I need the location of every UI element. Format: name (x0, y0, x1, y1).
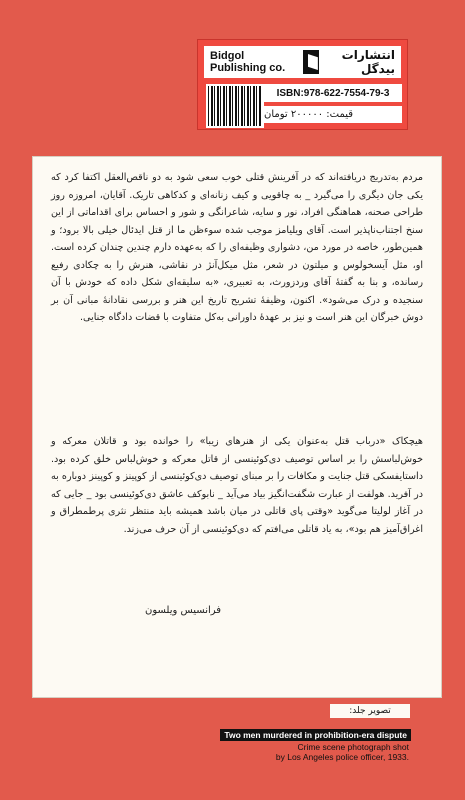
publisher-logo (204, 46, 401, 78)
caption-line-2: Crime scene photograph shot (297, 742, 409, 752)
blurb-paragraph-1: مردم به‌تدریج دریافته‌اند که در آفرینش قتلی خوب سعی شود به دو ناقص‌العقل اکتفا کرد که یکی جان دیگری را می‌گیرد _ به چاقویی و کیف زنانه‌ای و کدکاهی تاریک. آقایان، امروزه روز طراحی صحنه، هماهنگی افراد، نور و سایه، شاعرانگی و شور و احساس برای اقداماتی از این سنخ اجتناب‌ناپذیر است. آقای ویلیامز موجب شده سوءظن ما از قتل ایدئال خیلی بالا برود؛ و همین‌طور، خاصه در مورد من، دشواری وظیفه‌ای را که به‌عهده دارم چندین‌ چندان کرده است. او، مثل آیسخولوس و میلتون در شعر، مثل میکل‌آنژ در نقاشی، هنرش را به چکادی رفیع رسانده، و بنا به گفتهٔ آقای وردزورث، به تعبیری، «به سلیقه‌ای شکل داده که خودش با آن سنجیده و درک می‌شود». اکنون، وظیفهٔ تشریح تاریخ این هنر و بررسی نقادانهٔ مبانی آن بر دوش خبرگان این هنر است و نیز بر عهدهٔ داورانی به‌کل متفاوت با قضات دادگاه جنایی. (51, 172, 423, 323)
cover-caption (210, 723, 411, 771)
publisher-name-en: Bidgol Publishing co. (210, 50, 286, 74)
cover-image-label: تصویر جلد: (330, 704, 410, 718)
barcode (206, 84, 264, 128)
price: قیمت: ۲۰۰۰۰۰ تومان (264, 106, 402, 123)
publisher-box (197, 39, 408, 130)
publisher-mark-icon (303, 50, 319, 74)
isbn: ISBN:978-622-7554-79-3 (264, 84, 402, 102)
caption-title: Two men murdered in prohibition-era dispute (220, 729, 411, 741)
publisher-name-fa: انتشارات بیدگل (341, 48, 395, 76)
blurb-paragraph-2: هیچکاک «درباب قتل به‌عنوان یکی از هنرهای زیبا» را خوانده بود و قاتلان معرکه و خوش‌لباسش را بر اساس توصیف دی‌کوئینسی از قاتل معرکه و خوش‌لباس خلق کرده بود. داستایفسکی قتل جنایت و مکافات را بر مبنای توصیف دی‌کوئینسی از کوپینز و کوپینز دوباره به در آفرید. هولفت از عبارت شگفت‌انگیز بیاد می‌آید _ نابوکف عاشق دی‌کوئینسی بود _ جایی که در آغاز لولیتا می‌گوید «وقتی پای قاتلی در میان باشد همیشه باید منتظر نثری پرطمطراق و اغراق‌آمیز هم بود»، به یاد قاتلی می‌افتم که دی‌کوئینسی از آن حرف می‌زند. (51, 436, 423, 535)
signature: فرانسیس ویلسون (145, 605, 222, 616)
caption-line-3: by Los Angeles police officer, 1933. (275, 752, 409, 762)
blurb-panel (32, 156, 442, 698)
